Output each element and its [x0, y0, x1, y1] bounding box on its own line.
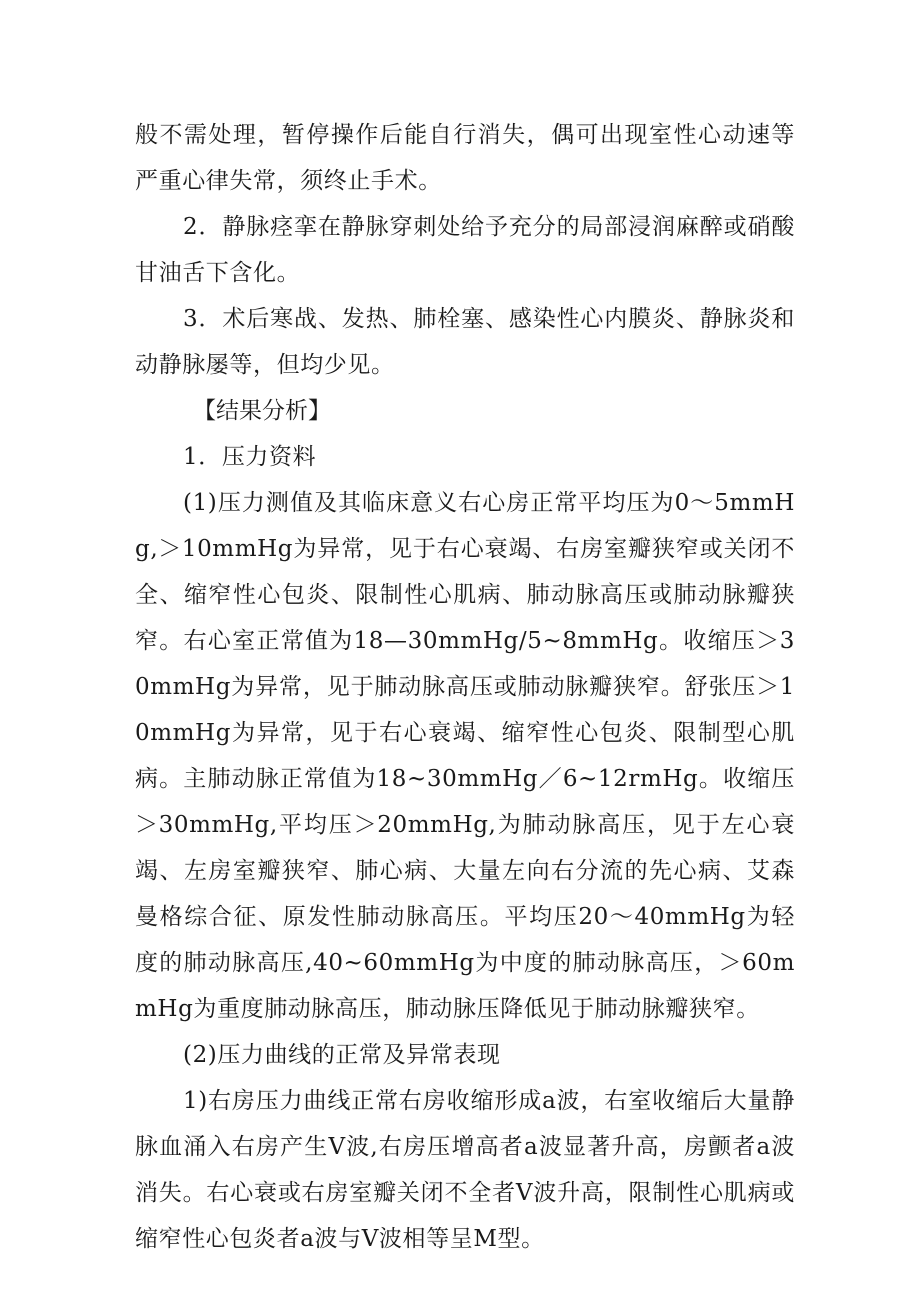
section-heading-result-analysis: 【结果分析】	[193, 398, 331, 424]
paragraph-pressure-values: (1)压力测值及其临床意义右心房正常平均压为0～5mmHg,＞10mmHg为异常，见于右心衰竭、右房室瓣狭窄或关闭不全、缩窄性心包炎、限制性心肌病、肺动脉高压或肺动脉瓣狭窄。右心室正常值为18—30mmHg/5~8mmHg。收缩压＞30mmHg为异常，见于肺动脉高压或肺动脉瓣狭窄。舒张压＞10mmHg为异常，见于右心衰竭、缩窄性心包炎、限制型心肌病。主肺动脉正常值为18~30mmHg／6~12rmHg。收缩压＞30mmHg,平均压＞20mmHg,为肺动脉高压，见于左心衰竭、左房室瓣狭窄、肺心病、大量左向右分流的先心病、艾森曼格综合征、原发性肺动脉高压。平均压20～40mmHg为轻度的肺动脉高压,40~60mmHg为中度的肺动脉高压，＞60mmHg为重度肺动脉高压，肺动脉压降低见于肺动脉瓣狭窄。	[135, 490, 795, 1022]
document-body	[135, 112, 795, 1262]
subheading-pressure-curves: (2)压力曲线的正常及异常表现	[183, 1042, 501, 1068]
paragraph-venous-spasm: 2．静脉痉挛在静脉穿刺处给予充分的局部浸润麻醉或硝酸甘油舌下含化。	[135, 214, 795, 286]
subheading-pressure-data: 1．压力资料	[183, 444, 317, 470]
paragraph-right-atrial-curve: 1)右房压力曲线正常右房收缩形成a波，右室收缩后大量静脉血涌入右房产生V波,右房压增高者a波显著升高，房颤者a波消失。右心衰或右房室瓣关闭不全者V波升高，限制性心肌病或缩窄性心包炎者a波与V波相等呈M型。	[135, 1088, 795, 1252]
paragraph-postop-complications: 3．术后寒战、发热、肺栓塞、感染性心内膜炎、静脉炎和动静脉屡等，但均少见。	[135, 306, 795, 378]
paragraph-continuation: 般不需处理，暂停操作后能自行消失，偶可出现室性心动速等严重心律失常，须终止手术。	[135, 122, 795, 194]
